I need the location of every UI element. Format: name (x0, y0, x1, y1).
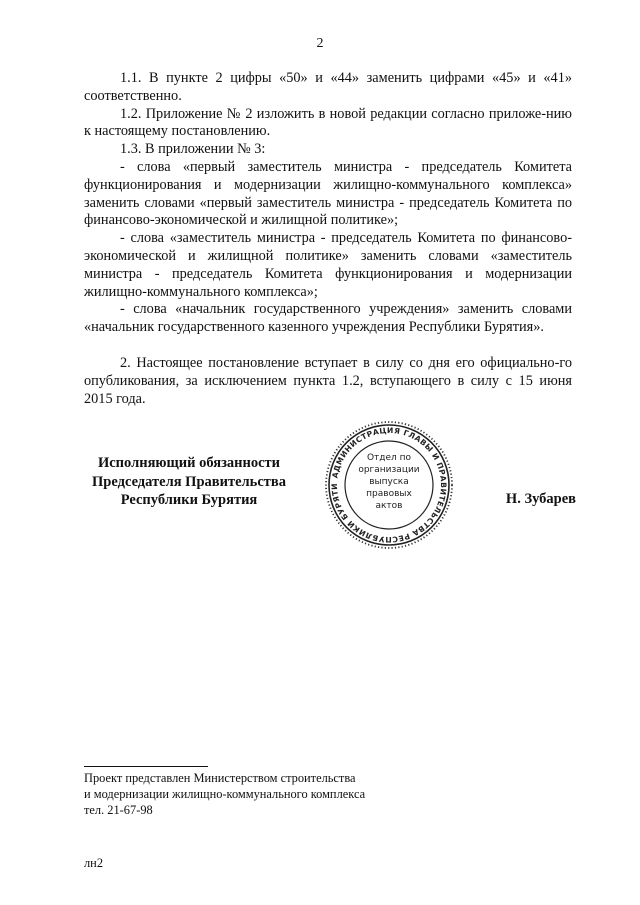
resolution-body (84, 70, 572, 408)
paragraph-1-2: 1.2. Приложение № 2 изложить в новой редакции согласно приложе-нию к настоящему постановлению. (84, 105, 572, 140)
signer-name: Н. Зубарев (505, 491, 576, 507)
paragraph-1-3-item-1: - слова «первый заместитель министра - председатель Комитета функционирования и модернизации жилищно-коммунального комплекса» заменить словами «первый заместитель министра - председатель Комитета по финансово-экономической и жилищной политике»; (84, 158, 572, 229)
stamp-ring-text: АДМИНИСТРАЦИЯ ГЛАВЫ И ПРАВИТЕЛЬСТВА РЕСПУБЛИКИ БУРЯТИ (329, 425, 449, 545)
stamp-line-4: правовых (366, 489, 412, 499)
paragraph-1-3: 1.3. В приложении № 3: (120, 141, 266, 158)
stamp-icon (322, 418, 456, 552)
stamp-line-2: организации (358, 465, 420, 475)
stamp-line-5: актов (375, 501, 403, 511)
official-stamp (322, 418, 456, 552)
footer-line-1: Проект представлен Министерством строительства (84, 771, 356, 785)
paragraph-1-1: 1.1. В пункте 2 цифры «50» и «44» заменить цифрами «45» и «41» соответственно. (84, 70, 572, 104)
signatory-title (84, 454, 294, 510)
signatory-title-line-1: Исполняющий обязанности (97, 455, 281, 471)
page-number: 2 (316, 36, 324, 51)
signatory-title-line-2: Председателя Правительства (92, 473, 286, 490)
paragraph-1-3-item-2: - слова «заместитель министра - председатель Комитета по финансово-экономической и жилищной политике» заменить словами «заместитель министра - председатель Комитета функционирования и модернизации жилищно-коммунального комплекса»; (84, 230, 572, 300)
document-code: лн2 (84, 856, 104, 870)
footer-phone: тел. 21-67-98 (84, 803, 153, 818)
footer-divider (84, 766, 208, 767)
paragraph-1-3-item-3: - слова «начальник государственного учреждения» заменить словами «начальник государственного казенного учреждения Республики Бурятия». (84, 301, 572, 336)
footer-line-2: и модернизации жилищно-коммунального комплекса (84, 787, 366, 802)
stamp-line-1: Отдел по (366, 453, 412, 463)
footer-note (84, 770, 484, 819)
paragraph-2: 2. Настоящее постановление вступает в силу со дня его официально-го опубликования, за исключением пункта 1.2, вступающего в силу с 15 июня 2015 года. (84, 354, 572, 407)
stamp-line-3: выпуска (369, 477, 409, 487)
signatory-title-line-3: Республики Бурятия (120, 492, 258, 508)
